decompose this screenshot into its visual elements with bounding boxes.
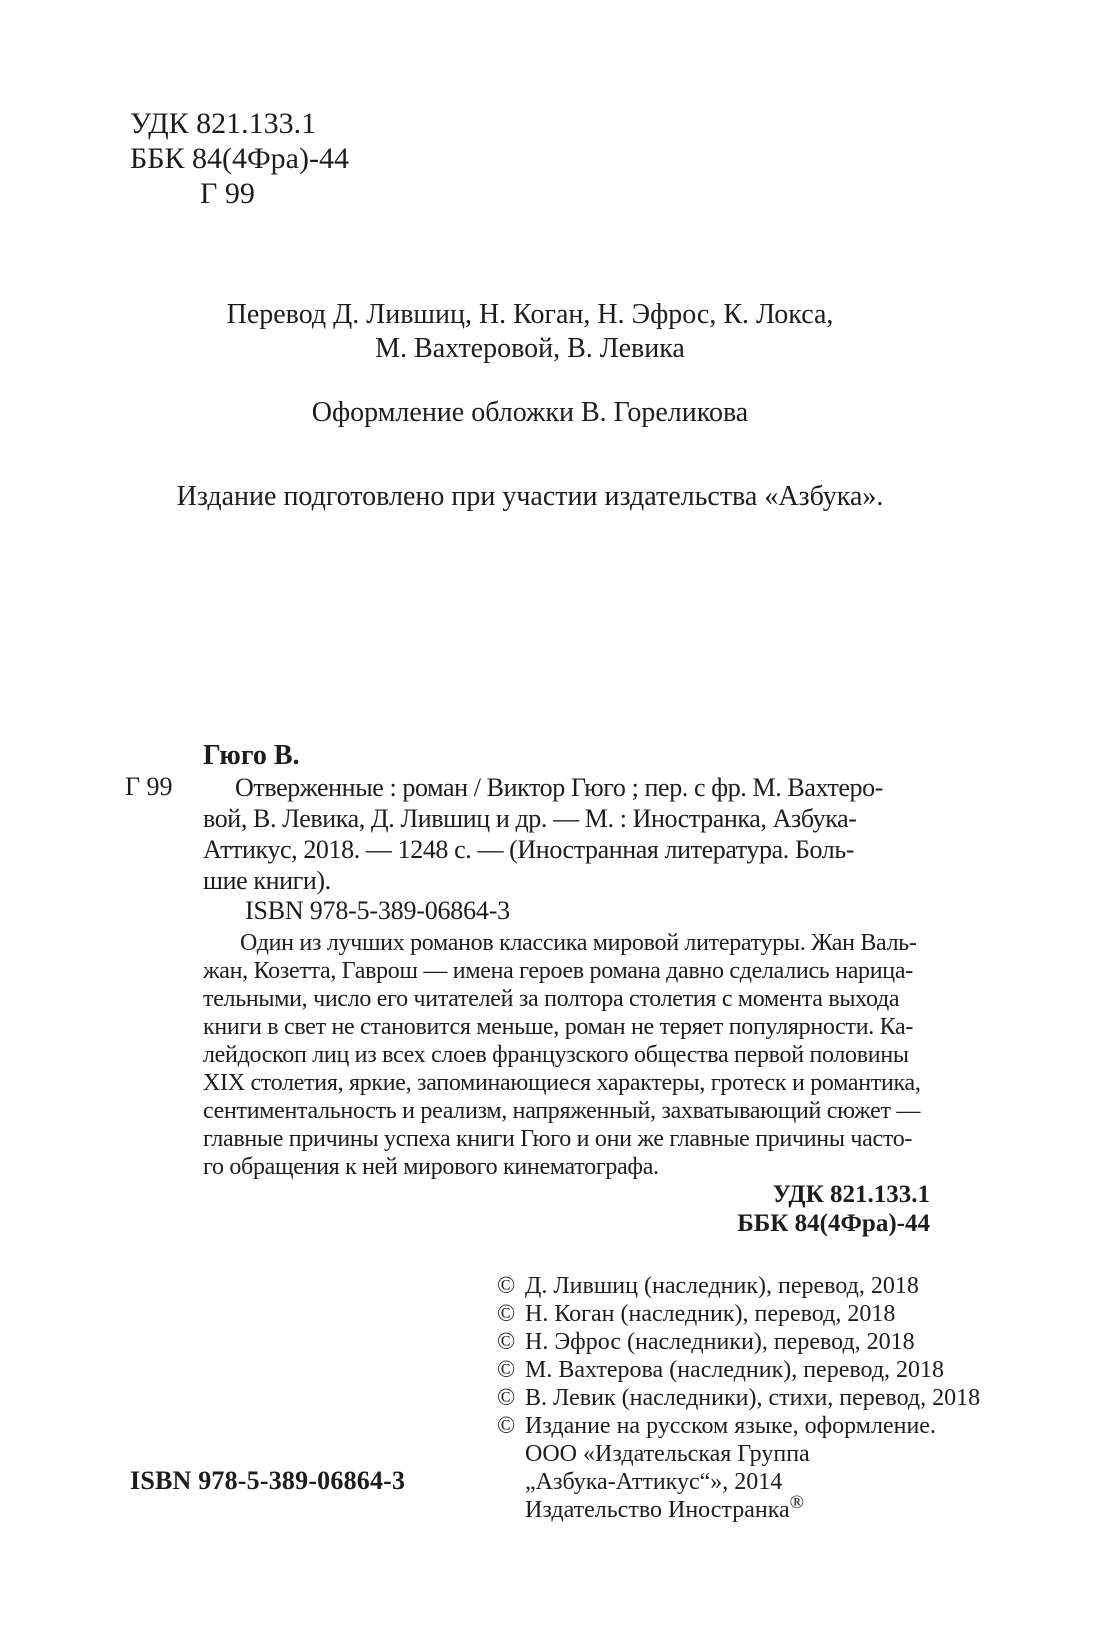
copyright-text: Н. Эфрос (наследники), перевод, 2018 [525,1329,915,1355]
copyright-text: „Азбука-Аттикус“», 2014 [525,1469,783,1495]
publisher-text: Издательство Иностранка [525,1497,790,1523]
author-sign: Г 99 [200,177,255,210]
udc-code-right: УДК 821.133.1 [772,1181,930,1208]
copyright-item [497,1356,980,1384]
annotation-line: жан, Козетта, Гаврош — имена героев романа давно сделались нарица- [203,958,913,984]
translators-line-2: М. Вахтеровой, В. Левика [375,333,685,364]
udc-code: УДК 821.133.1 [130,107,317,140]
copyright-item [497,1272,980,1300]
copyright-item [497,1412,980,1440]
annotation [203,929,930,1181]
translators-credit [130,298,930,366]
author-heading: Гюго В. [203,740,300,771]
copyright-item [497,1492,980,1524]
annotation-line: XIX столетия, яркие, запоминающиеся характеры, гротеск и романтика, [203,1070,921,1096]
copyright-symbol: © [497,1385,516,1411]
annotation-line: главные причины успеха книги Гюго и они же главные причины часто- [203,1126,913,1152]
copyright-symbol: © [497,1357,516,1383]
description-line: Отверженные : роман / Виктор Гюго ; пер. с фр. М. Вахтеро- [235,773,884,802]
copyright-text: ООО «Издательская Группа [525,1441,810,1467]
annotation-line: Один из лучших романов классика мировой литературы. Жан Валь- [240,930,917,956]
copyright-symbol [497,1440,525,1468]
bbk-code-right: ББК 84(4Фра)-44 [737,1210,930,1237]
prepared-note [130,480,930,514]
copyright-text: В. Левик (наследники), стихи, перевод, 2018 [525,1385,981,1411]
copyright-item [497,1468,980,1496]
copyright-text: Д. Лившиц (наследник), перевод, 2018 [525,1273,919,1299]
cover-designer-line: Оформление обложки В. Гореликова [311,397,749,428]
description-line: шие книги). [203,866,331,895]
copyright-item [497,1300,980,1328]
description-line: Аттикус, 2018. — 1248 с. — (Иностранная литература. Боль- [203,835,855,864]
copyright-item [497,1440,980,1468]
prepared-note-line: Издание подготовлено при участии издательства «Азбука». [176,481,884,512]
copyright-text: М. Вахтерова (наследник), перевод, 2018 [525,1357,945,1383]
annotation-line: лейдоскоп лиц из всех слоев французского общества первой половины [203,1042,909,1068]
copyright-list [497,1272,980,1524]
annotation-line: го обращения к ней мирового кинематографа. [203,1154,659,1180]
annotation-line: книги в свет не становится меньше, роман не теряет популярности. Ка- [203,1014,914,1040]
copyright-symbol: © [497,1413,516,1439]
cover-designer-credit [130,396,930,430]
copyright-symbol: © [497,1329,516,1355]
card-cataloguing-codes [203,1180,930,1238]
bbk-code: ББК 84(4Фра)-44 [130,142,349,175]
catalog-author-sign: Г 99 [125,772,173,801]
copyright-symbol [497,1468,525,1496]
copyright-item [497,1328,980,1356]
description-line: вой, В. Левика, Д. Лившиц и др. — М. : Иностранка, Азбука- [203,804,857,833]
catalog-isbn-line: ISBN 978-5-389-06864-3 [245,896,510,925]
copyright-symbol [497,1496,525,1524]
translators-line-1: Перевод Д. Лившиц, Н. Коган, Н. Эфрос, К. Локса, [226,299,834,330]
copyright-symbol: © [497,1273,516,1299]
annotation-line: тельными, число его читателей за полтора столетия с момента выхода [203,986,900,1012]
top-cataloguing-codes [130,106,349,211]
publisher-name [525,1492,805,1524]
bottom-isbn: ISBN 978-5-389-06864-3 [130,1466,406,1495]
copyright-text: Издание на русском языке, оформление. [525,1413,936,1439]
copyright-text: Н. Коган (наследник), перевод, 2018 [525,1301,896,1327]
copyright-symbol: © [497,1301,516,1327]
bibliographic-description [203,772,930,896]
annotation-line: сентиментальность и реализм, напряженный, захватывающий сюжет — [203,1098,921,1124]
registered-trademark-mark: ® [789,1492,805,1513]
copyright-item [497,1384,980,1412]
